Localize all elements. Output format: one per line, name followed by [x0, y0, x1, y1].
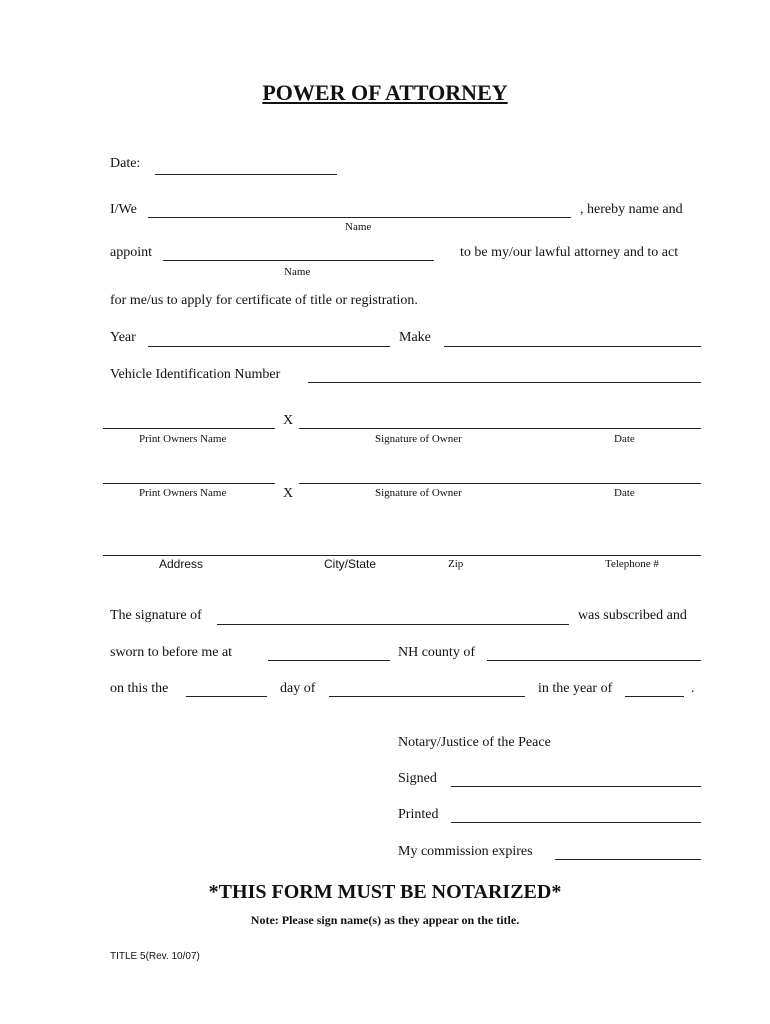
telephone-caption: Telephone #: [605, 558, 659, 570]
hereby-text: , hereby name and: [580, 202, 683, 217]
notary-signed-line: [451, 786, 701, 787]
address-field[interactable]: [103, 539, 701, 555]
county-label: NH county of: [398, 645, 475, 660]
date-field[interactable]: [155, 158, 337, 174]
address-line: [103, 555, 701, 556]
owner2-print-name-field[interactable]: [103, 467, 275, 483]
sworn-location-line: [268, 660, 390, 661]
appoint-label: appoint: [110, 245, 152, 260]
attorney-name-caption: Name: [284, 266, 311, 278]
owner1-signature-caption: Signature of Owner: [375, 433, 462, 445]
make-line: [444, 346, 701, 347]
attorney-text: to be my/our lawful attorney and to act: [460, 245, 679, 260]
notary-official-label: Notary/Justice of the Peace: [398, 735, 551, 750]
vin-line: [308, 382, 701, 383]
grantor-name-line: [148, 217, 571, 218]
attorney-name-field[interactable]: [163, 244, 434, 260]
owner1-print-name-caption: Print Owners Name: [139, 433, 227, 445]
owner1-date-caption: Date: [614, 433, 635, 445]
city-state-caption: City/State: [324, 557, 377, 571]
grantor-name-field[interactable]: [148, 200, 571, 216]
owner1-x-mark: X: [283, 413, 294, 428]
owner1-signature-field[interactable]: [299, 412, 701, 428]
notary-signed-field[interactable]: [451, 770, 701, 786]
form-code: TITLE 5(Rev. 10/07): [110, 951, 200, 962]
owner1-signature-line: [299, 428, 701, 429]
county-line: [487, 660, 701, 661]
attorney-name-line: [163, 260, 434, 261]
month-field[interactable]: [329, 680, 525, 696]
commission-expires-field[interactable]: [555, 843, 701, 859]
year-field[interactable]: [148, 329, 390, 345]
owner2-x-mark: X: [283, 486, 294, 501]
on-this-label: on this the: [110, 681, 169, 696]
grantor-name-caption: Name: [345, 221, 372, 233]
signature-of-line: [217, 624, 569, 625]
county-field[interactable]: [487, 644, 701, 660]
vin-label: Vehicle Identification Number: [110, 367, 281, 382]
owner2-print-name-caption: Print Owners Name: [139, 487, 227, 499]
owner2-signature-line: [299, 483, 701, 484]
owner2-signature-field[interactable]: [299, 467, 701, 483]
vin-field[interactable]: [308, 366, 701, 382]
day-number-field[interactable]: [186, 680, 267, 696]
notarized-banner: *THIS FORM MUST BE NOTARIZED*: [208, 881, 562, 903]
commission-label: My commission expires: [398, 844, 533, 859]
owner2-print-name-line: [103, 483, 275, 484]
owner2-date-caption: Date: [614, 487, 635, 499]
year-label: Year: [110, 330, 136, 345]
printed-label: Printed: [398, 807, 439, 822]
year-period: .: [691, 681, 695, 696]
sworn-location-field[interactable]: [268, 644, 390, 660]
day-number-line: [186, 696, 267, 697]
notary-printed-line: [451, 822, 701, 823]
signature-of-field[interactable]: [217, 608, 569, 624]
day-of-label: day of: [280, 681, 316, 696]
month-line: [329, 696, 525, 697]
make-label: Make: [399, 330, 431, 345]
commission-expires-line: [555, 859, 701, 860]
signed-label: Signed: [398, 771, 437, 786]
notary-printed-field[interactable]: [451, 806, 701, 822]
subscribed-text: was subscribed and: [578, 608, 687, 623]
form-title: POWER OF ATTORNEY: [262, 80, 508, 105]
sworn-label: sworn to before me at: [110, 645, 233, 660]
year-of-label: in the year of: [538, 681, 613, 696]
year-line: [148, 346, 390, 347]
sign-note: Note: Please sign name(s) as they appear on the title.: [250, 913, 520, 927]
purpose-text: for me/us to apply for certificate of title or registration.: [110, 293, 418, 308]
iwe-label: I/We: [110, 202, 137, 217]
address-caption: Address: [159, 557, 204, 571]
notary-year-field[interactable]: [625, 680, 684, 696]
zip-caption: Zip: [448, 558, 464, 570]
make-field[interactable]: [444, 329, 701, 345]
signature-of-label: The signature of: [110, 608, 202, 623]
owner1-print-name-field[interactable]: [103, 412, 275, 428]
owner1-print-name-line: [103, 428, 275, 429]
owner2-signature-caption: Signature of Owner: [375, 487, 462, 499]
date-line: [155, 174, 337, 175]
notary-year-line: [625, 696, 684, 697]
date-label: Date:: [110, 156, 141, 171]
